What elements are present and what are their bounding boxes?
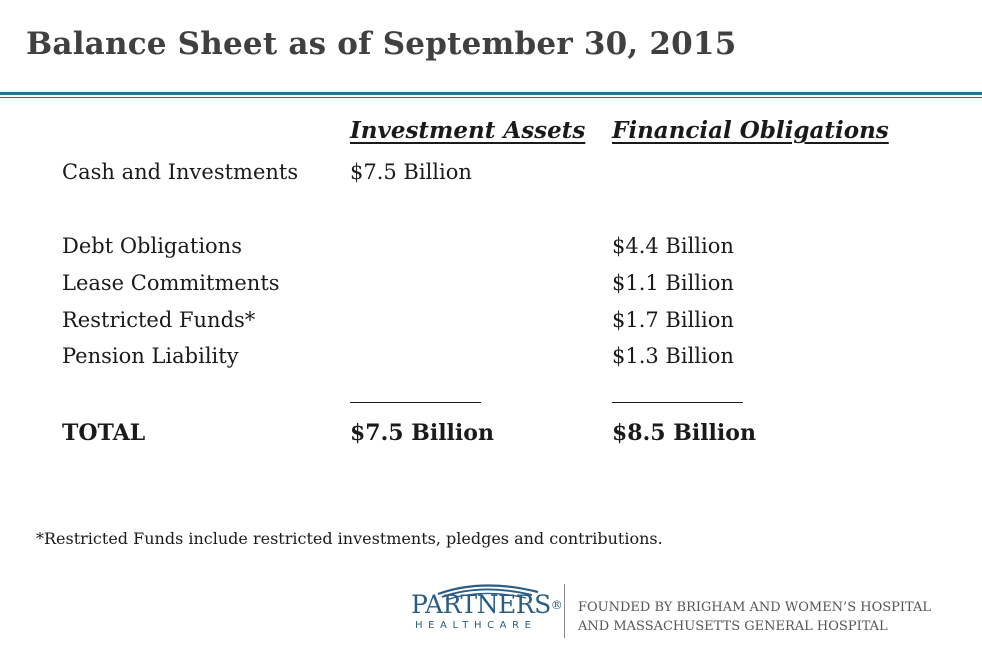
- title-divider-thick: [0, 92, 982, 95]
- logo-registered-mark: ®: [550, 598, 563, 612]
- column-header-financial-obligations: Financial Obligations: [612, 117, 889, 144]
- total-obligation: $8.5 Billion: [612, 420, 756, 446]
- sum-line-investment: [350, 402, 481, 403]
- logo-divider: [564, 584, 565, 638]
- founded-line-1: FOUNDED BY BRIGHAM AND WOMEN’S HOSPITAL: [578, 600, 931, 615]
- row-label-restricted-funds: Restricted Funds*: [62, 308, 256, 332]
- row-label-pension-liability: Pension Liability: [62, 344, 239, 368]
- total-investment: $7.5 Billion: [350, 420, 494, 446]
- title-divider-thin: [0, 97, 982, 98]
- sum-line-obligation: [612, 402, 743, 403]
- row-label-lease-commitments: Lease Commitments: [62, 271, 280, 295]
- row-value-debt-obligation: $4.4 Billion: [612, 234, 734, 258]
- column-header-investment-assets: Investment Assets: [350, 117, 586, 144]
- logo-name: PARTNERS: [411, 590, 551, 619]
- row-value-restricted-obligation: $1.7 Billion: [612, 308, 734, 332]
- page-title: Balance Sheet as of September 30, 2015: [26, 26, 737, 62]
- row-value-cash-investment: $7.5 Billion: [350, 160, 472, 184]
- row-value-lease-obligation: $1.1 Billion: [612, 271, 734, 295]
- logo-subtitle: HEALTHCARE: [415, 620, 537, 631]
- row-label-debt-obligations: Debt Obligations: [62, 234, 242, 258]
- founded-line-2: AND MASSACHUSETTS GENERAL HOSPITAL: [578, 619, 888, 634]
- row-value-pension-obligation: $1.3 Billion: [612, 344, 734, 368]
- logo-wordmark: [411, 590, 562, 619]
- footnote: *Restricted Funds include restricted investments, pledges and contributions.: [36, 529, 663, 548]
- row-label-cash-and-investments: Cash and Investments: [62, 160, 299, 184]
- total-label: TOTAL: [62, 420, 146, 446]
- founded-by-text: [578, 598, 931, 636]
